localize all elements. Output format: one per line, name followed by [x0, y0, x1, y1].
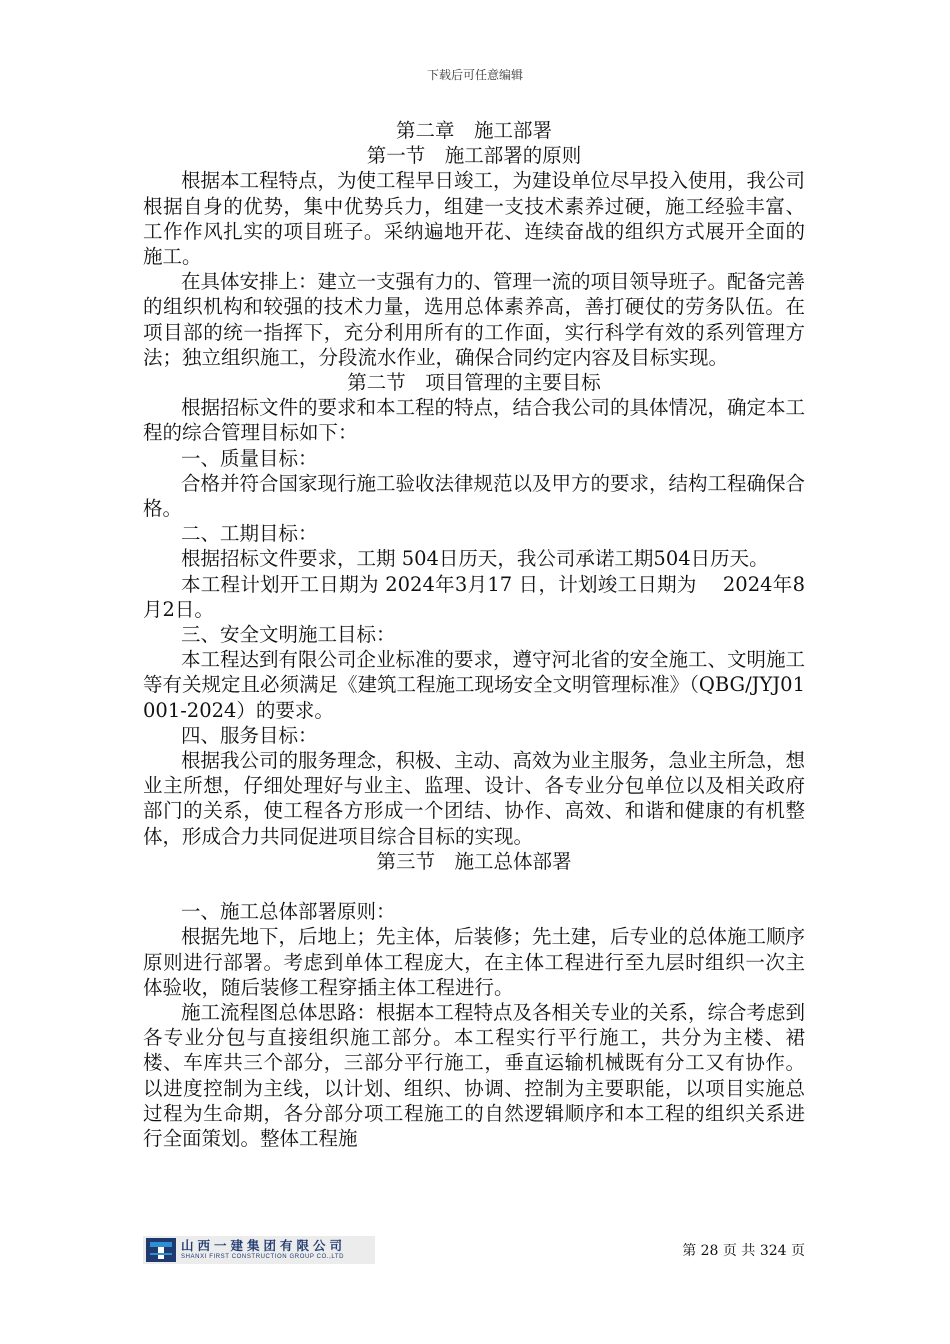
header-note: 下载后可任意编辑 [426, 68, 523, 82]
section-heading: 第二章 施工部署 [395, 119, 552, 142]
section-heading: 第三节 施工总体部署 [376, 849, 572, 873]
body-paragraph: 根据招标文件要求，工期 504日历天，我公司承诺工期504日历天。 [181, 547, 769, 571]
subsection-heading: 一、质量目标： [181, 446, 318, 470]
body-paragraph: 本工程达到有限公司企业标准的要求，遵守河北省的安全施工、文明施工等有关规定且必须满足《建筑工程施工现场安全文明管理标准》（QBG/JYJ01001-2024）的要求。 [143, 648, 806, 722]
subsection-heading: 一、施工总体部署原则： [181, 900, 396, 924]
body-paragraph: 根据招标文件的要求和本工程的特点，结合我公司的具体情况，确定本工程的综合管理目标如下： [143, 396, 806, 445]
company-logo-icon [146, 1238, 176, 1262]
body-paragraph: 施工流程图总体思路：根据本工程特点及各相关专业的关系，综合考虑到各专业分包与直接组织施工部分。本工程实行平行施工，共分为主楼、裙楼、车库共三个部分，三部分平行施工，垂直运输机械既有分工又有协作。以进度控制为主线，以计划、组织、协调、控制为主要职能，以项目实施总过程为生命期，各分部分项工程施工的自然逻辑顺序和本工程的组织关系进行全面策划。整体工程施 [143, 1000, 806, 1150]
company-name-cn: 山西一建集团有限公司 [181, 1238, 347, 1253]
document-body [143, 118, 805, 1151]
section-heading: 第二节 项目管理的主要目标 [347, 371, 601, 395]
body-paragraph: 合格并符合国家现行施工验收法律规范以及甲方的要求，结构工程确保合格。 [143, 471, 806, 521]
page-footer [143, 1236, 805, 1264]
company-name-en: SHANXI FIRST CONSTRUCTION GROUP CO.,LTD [181, 1254, 345, 1260]
body-paragraph: 根据先地下，后地上；先主体，后装修；先土建，后专业的总体施工顺序原则进行部署。考虑到单体工程庞大，在主体工程进行至九层时组织一次主体验收，随后装修工程穿插主体工程进行。 [143, 925, 806, 999]
subsection-heading: 二、工期目标： [181, 522, 318, 546]
section-heading: 第一节 施工部署的原则 [366, 144, 582, 168]
blank-line [143, 874, 805, 899]
body-paragraph: 在具体安排上：建立一支强有力的、管理一流的项目领导班子。配备完善的组织机构和较强的技术力量，选用总体素养高，善打硬仗的劳务队伍。在项目部的统一指挥下，充分利用所有的工作面，实行科学有效的系列管理方法；独立组织施工，分段流水作业，确保合同约定内容及目标实现。 [143, 270, 806, 369]
body-paragraph: 根据本工程特点，为使工程早日竣工，为建设单位尽早投入使用，我公司根据自身的优势，集中优势兵力，组建一支技术素养过硬，施工经验丰富、工作作风扎实的项目班子。采纳遍地开花、连续奋战的组织方式展开全面的施工。 [143, 169, 806, 269]
subsection-heading: 三、安全文明施工目标： [181, 623, 396, 647]
company-logo [143, 1236, 375, 1264]
body-paragraph: 本工程计划开工日期为 2024年3月17 日，计划竣工日期为 2024年8月2日。 [143, 572, 805, 621]
body-paragraph: 根据我公司的服务理念，积极、主动、高效为业主服务，急业主所急，想业主所想，仔细处理好与业主、监理、设计、各专业分包单位以及相关政府部门的关系，使工程各方形成一个团结、协作、高效、和谐和健康的有机整体，形成合力共同促进项目综合目标的实现。 [143, 749, 806, 848]
subsection-heading: 四、服务目标： [181, 723, 318, 747]
page-number: 第 28 页 共 324 页 [682, 1243, 805, 1259]
